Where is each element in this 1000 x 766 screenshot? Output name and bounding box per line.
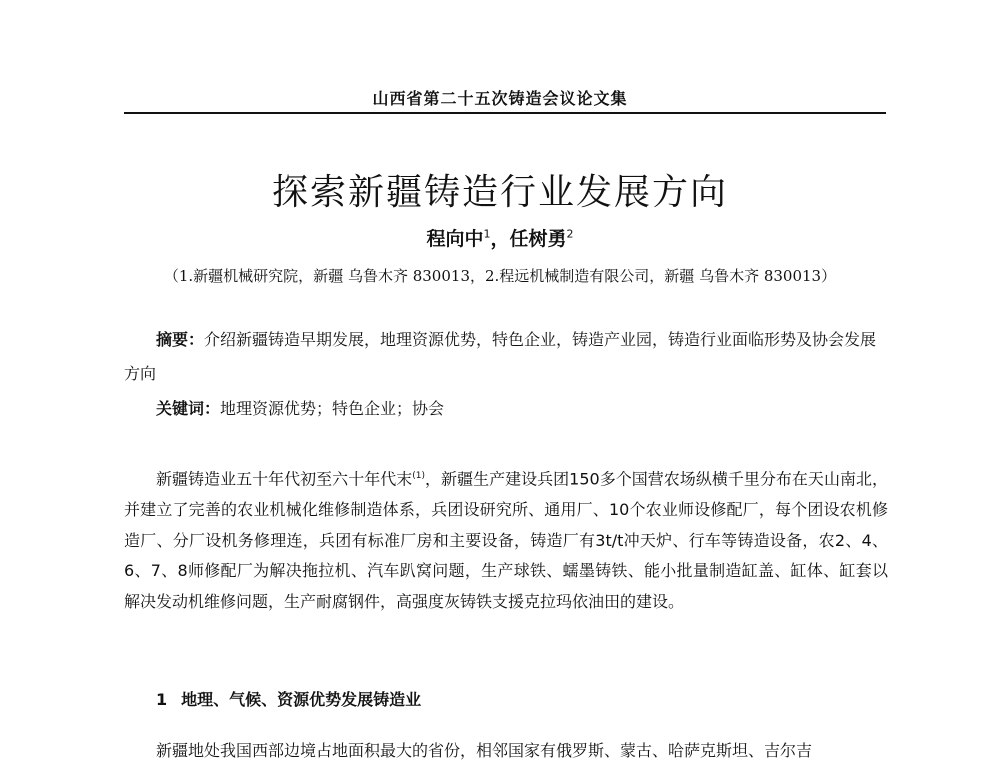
abstract-label: 摘要：	[156, 330, 205, 349]
affiliation-line: （1.新疆机械研究院，新疆 乌鲁木齐 830013，2.程远机械制造有限公司，新疆 乌鲁木齐 830013）	[163, 267, 837, 285]
header-rule	[124, 112, 886, 114]
running-header: 山西省第二十五次铸造会议论文集	[372, 89, 628, 108]
intro-text-rest: ，新疆生产建设兵团150多个国营农场纵横千里分布在天山南北，并建立了完善的农业机械化维修制造体系，兵团设研究所、通用厂、10个农业师设修配厂，每个团设农机修造厂、分厂设机务修理连，兵团有标准厂房和主要设备，铸造厂有3t/t冲天炉、行车等铸造设备，农2、4、6、7、8师修配厂为解决拖拉机、汽车趴窝问题，生产球铁、蠕墨铸铁、能小批量制造缸盖、缸体、缸套以解决发动机维修问题，生产耐腐钢件，高强度灰铸铁支援克拉玛依油田的建设。	[124, 469, 888, 611]
section-title: 地理、气候、资源优势发展铸造业	[181, 690, 422, 709]
section-heading	[156, 687, 421, 710]
section-number: 1	[156, 690, 168, 709]
abstract-block	[124, 323, 888, 391]
author-name: 任树勇	[509, 228, 567, 250]
intro-paragraph	[124, 461, 888, 617]
author-name: 程向中	[426, 228, 484, 250]
section-paragraph: 新疆地处我国西部边境占地面积最大的省份，相邻国家有俄罗斯、蒙古、哈萨克斯坦、吉尔吉	[156, 741, 813, 760]
intro-text-start: 新疆铸造业五十年代初至六十年代末	[156, 469, 413, 489]
abstract-text: 介绍新疆铸造早期发展，地理资源优势，特色企业，铸造产业园，铸造行业面临形势及协会发展方向	[124, 330, 877, 383]
citation-reference: (1)	[412, 471, 426, 481]
paper-title: 探索新疆铸造行业发展方向	[271, 172, 728, 214]
keywords-block	[156, 396, 888, 419]
keywords-text: 地理资源优势；特色企业；协会	[220, 399, 445, 418]
author-separator: ，	[490, 228, 510, 250]
author-affil-mark: 2	[566, 227, 574, 241]
author-affil-mark: 1	[483, 227, 491, 241]
author-line	[0, 224, 1000, 251]
keywords-label: 关键词：	[156, 399, 221, 418]
